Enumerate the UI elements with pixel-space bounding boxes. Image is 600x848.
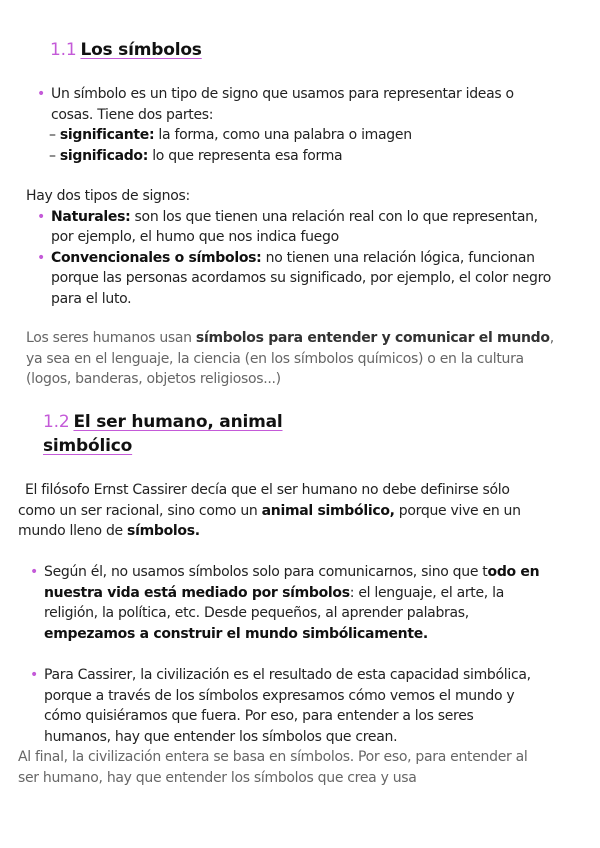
term-text: la forma, como una palabra o imagen (154, 127, 412, 144)
bullet-bold-end: empezamos a construir el mundo simbólicamente. (44, 625, 428, 642)
term-text: lo que representa esa forma (148, 147, 343, 164)
bullet-bold: odo en nuestra vida está mediado por símbolos (44, 564, 540, 601)
section-title: Los símbolos (80, 40, 202, 60)
types-block (26, 186, 566, 310)
intro-text: El filósofo Ernst Cassirer decía que el ser humano no debe definirse sólo como un ser racional, sino como un (18, 482, 510, 519)
summary-text: Los seres humanos usan (26, 330, 196, 346)
definition-block (51, 84, 551, 166)
section-number: 1.1 (50, 40, 77, 60)
summary-paragraph (26, 328, 554, 390)
summary-text-end: , ya sea en el lenguaje, la ciencia (en los símbolos químicos) o en la cultura (logos, banderas, objetos religiosos...) (26, 330, 554, 388)
definition-text: Un símbolo es un tipo de signo que usamos para representar ideas o cosas. Tiene dos partes: (51, 86, 514, 123)
types-intro: Hay dos tipos de signos: (26, 188, 190, 204)
list-item (44, 562, 544, 644)
closing-paragraph (18, 747, 538, 788)
section-number: 1.2 (43, 412, 70, 432)
term: significante: (59, 127, 155, 144)
bullet-text: Para Cassirer, la civilización es el resultado de esta capacidad simbólica, porque a través de los símbolos expresamos cómo vemos el mundo y cómo quisiéramos que fuera. Por eso, para entender a los seres humanos, hay que entender los símbolos que crean. (44, 667, 531, 745)
term: significado: (59, 147, 149, 164)
cassirer-bullet-2 (44, 665, 542, 747)
intro-bold: animal simbólico, (261, 502, 395, 519)
section-heading-2 (43, 410, 303, 458)
cassirer-intro (18, 480, 550, 542)
term: Naturales: (51, 208, 131, 225)
intro-text-mid: porque vive en un mundo lleno de (18, 502, 521, 540)
sub-item-significante (19, 125, 551, 146)
term-text: no tienen una relación lógica, funcionan porque las personas acordamos su significado, por ejemplo, el color negro para el luto. (51, 249, 551, 307)
list-item (51, 84, 551, 125)
list-item (51, 207, 561, 248)
term: Convencionales o símbolos: (51, 249, 262, 266)
list-item (44, 665, 542, 747)
sub-item-significado (19, 146, 551, 167)
closing-text: Al final, la civilización entera se basa en símbolos. Por eso, para entender al ser humano, hay que entender los símbolos que crea y usa (18, 749, 528, 786)
term-text: son los que tienen una relación real con lo que representan, por ejemplo, el humo que nos indica fuego (51, 208, 538, 246)
list-item (51, 248, 561, 310)
section-title: El ser humano, animal simbólico (43, 412, 283, 456)
bullet-text: Según él, no usamos símbolos solo para comunicarnos, sino que t (44, 564, 488, 580)
intro-bold-end: símbolos. (127, 523, 200, 540)
summary-bold: símbolos para entender y comunicar el mundo (195, 330, 550, 346)
bullet-text-mid: : el lenguaje, el arte, la religión, la política, etc. Desde pequeños, al aprender palabras, (44, 584, 504, 622)
section-heading-1 (50, 38, 202, 62)
cassirer-bullet-1 (44, 562, 544, 644)
